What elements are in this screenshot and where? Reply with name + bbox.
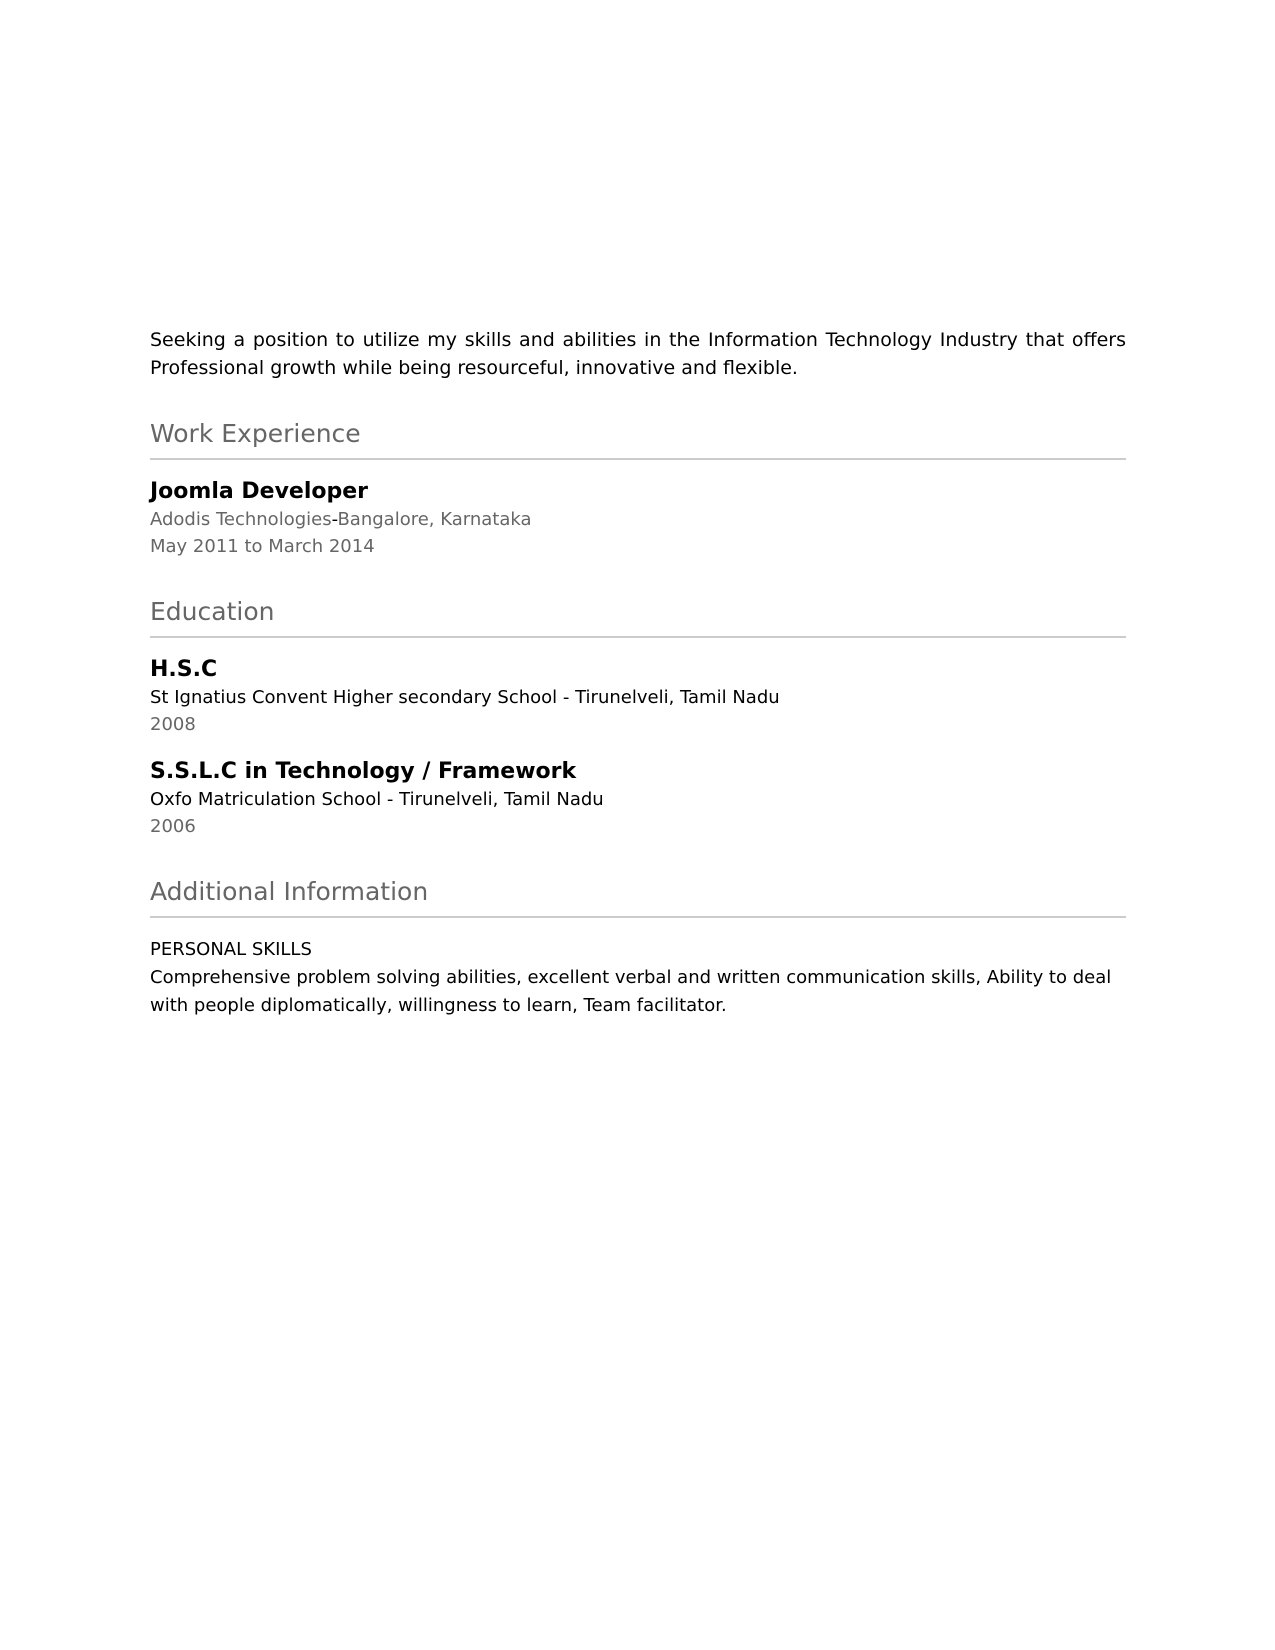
additional-information-body bbox=[150, 936, 1126, 1020]
education-entry bbox=[150, 656, 1126, 738]
additional-information-heading: Additional Information bbox=[150, 876, 1126, 918]
education-heading: Education bbox=[150, 596, 1126, 638]
education-year: 2008 bbox=[150, 714, 196, 735]
work-experience-heading: Work Experience bbox=[150, 418, 1126, 460]
education-degree: H.S.C bbox=[150, 657, 218, 682]
work-experience-section bbox=[150, 418, 1126, 560]
work-entry bbox=[150, 478, 1126, 560]
personal-skills-text: Comprehensive problem solving abilities, excellent verbal and written communication skills, Ability to deal with people diplomatically, willingness to learn, Team facilitator. bbox=[150, 967, 1112, 1016]
education-school: St Ignatius Convent Higher secondary School - Tirunelveli, Tamil Nadu bbox=[150, 687, 780, 708]
job-company-line bbox=[150, 506, 1126, 533]
job-location: Bangalore, Karnataka bbox=[337, 509, 532, 530]
objective-summary: Seeking a position to utilize my skills and abilities in the Information Technology Industry that offers Professional growth while being resourceful, innovative and flexible. bbox=[150, 329, 1126, 379]
resume-page bbox=[150, 326, 1126, 1020]
education-school: Oxfo Matriculation School - Tirunelveli, Tamil Nadu bbox=[150, 789, 604, 810]
job-company: Adodis Technologies bbox=[150, 509, 332, 530]
job-dates: May 2011 to March 2014 bbox=[150, 536, 375, 557]
education-entry bbox=[150, 758, 1126, 840]
additional-information-section bbox=[150, 876, 1126, 1020]
education-section bbox=[150, 596, 1126, 840]
education-year: 2006 bbox=[150, 816, 196, 837]
personal-skills-label: PERSONAL SKILLS bbox=[150, 939, 312, 960]
job-title: Joomla Developer bbox=[150, 479, 369, 504]
job-location-dash: - bbox=[331, 509, 338, 530]
education-degree: S.S.L.C in Technology / Framework bbox=[150, 759, 577, 784]
